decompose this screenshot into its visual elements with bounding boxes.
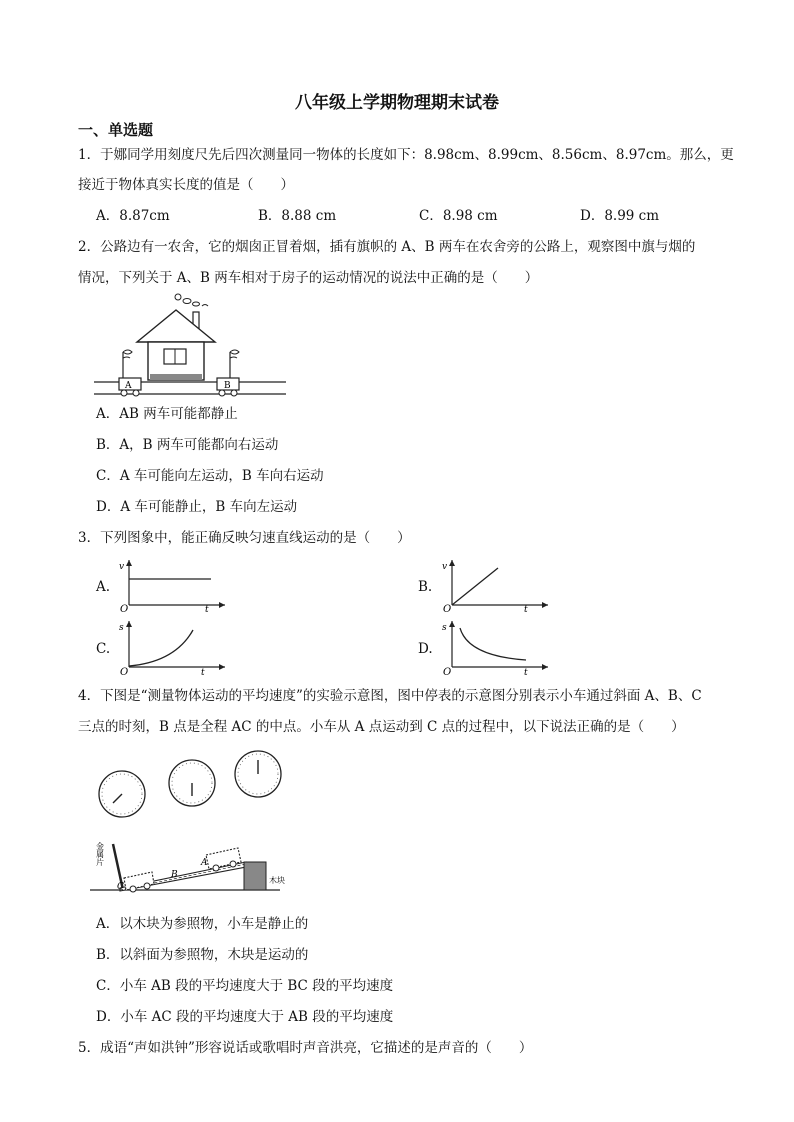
q4-option-b[interactable]: B．以斜面为参照物，木块是运动的 xyxy=(96,947,309,963)
q3-graph-d xyxy=(438,618,553,676)
q4-stem-line1: 4．下图是“测量物体运动的平均速度”的实验示意图，图中停表的示意图分别表示小车通过斜面 A、B、C xyxy=(78,688,702,704)
smoke-icon xyxy=(175,294,208,306)
graph-b-curve xyxy=(452,568,498,605)
graph-d-y-label: s xyxy=(442,623,447,633)
q3-graph-a xyxy=(115,558,230,613)
q4-option-c[interactable]: C．小车 AB 段的平均速度大于 BC 段的平均速度 xyxy=(96,978,394,994)
block-label: 木块 xyxy=(269,876,285,885)
house-roof xyxy=(137,310,215,342)
q2-option-a[interactable]: A．AB 两车可能都静止 xyxy=(96,406,238,422)
q4-incline-figure xyxy=(88,750,308,900)
graph-a-origin: O xyxy=(120,604,129,613)
graph-a-x-label: t xyxy=(205,605,209,613)
q5-stem-line1: 5．成语“声如洪钟”形容说话或歌唱时声音洪亮，它描述的是声音的（ ） xyxy=(78,1040,533,1056)
graph-c-origin: O xyxy=(120,667,129,676)
q2-option-d[interactable]: D．A 车可能静止，B 车向左运动 xyxy=(96,499,298,515)
page-title: 八年级上学期物理期末试卷 xyxy=(295,93,499,113)
q1-option-a[interactable]: A．8.87cm xyxy=(96,208,170,224)
q2-stem-line2: 情况，下列关于 A、B 两车相对于房子的运动情况的说法中正确的是（ ） xyxy=(78,270,539,286)
car-b-icon xyxy=(217,350,239,396)
point-b-label: B xyxy=(171,870,178,880)
q4-stem-line2: 三点的时刻，B 点是全程 AC 的中点。小车从 A 点运动到 C 点的过程中，以下说法正确的是（ ） xyxy=(78,719,685,735)
graph-c-y-label: s xyxy=(119,623,124,633)
q3-option-d[interactable]: D. xyxy=(418,641,433,657)
graph-d-curve xyxy=(460,628,526,660)
q1-option-c[interactable]: C．8.98 cm xyxy=(419,208,498,224)
q3-option-b[interactable]: B. xyxy=(418,579,433,595)
wooden-block xyxy=(244,862,266,890)
q2-option-c[interactable]: C．A 车可能向左运动，B 车向右运动 xyxy=(96,468,324,484)
q2-stem-line1: 2．公路边有一农舍，它的烟囱正冒着烟，插有旗帜的 A、B 两车在农舍旁的公路上，观察图中旗与烟的 xyxy=(78,239,696,255)
graph-b-origin: O xyxy=(443,604,452,613)
q1-stem-line2: 接近于物体真实长度的值是（ ） xyxy=(78,177,294,193)
section-heading: 一、单选题 xyxy=(78,121,154,139)
car-a-label: A xyxy=(125,381,132,391)
q1-option-d[interactable]: D．8.99 cm xyxy=(580,208,660,224)
stopwatch-icon xyxy=(235,751,281,797)
stopwatch-icon xyxy=(99,771,145,817)
stopwatch-icon xyxy=(169,760,215,806)
graph-c-curve xyxy=(129,630,193,666)
q2-option-b[interactable]: B．A，B 两车可能都向右运动 xyxy=(96,437,279,453)
q3-stem-line1: 3．下列图象中，能正确反映匀速直线运动的是（ ） xyxy=(78,530,411,546)
graph-c-x-label: t xyxy=(201,668,205,676)
q4-option-d[interactable]: D．小车 AC 段的平均速度大于 AB 段的平均速度 xyxy=(96,1009,394,1025)
cart-icon xyxy=(124,872,154,892)
graph-d-x-label: t xyxy=(524,668,528,676)
q3-graph-b xyxy=(438,558,553,613)
point-c-label: C xyxy=(117,882,124,892)
graph-b-x-label: t xyxy=(524,605,528,613)
q3-graph-c xyxy=(115,618,230,676)
q3-option-c[interactable]: C. xyxy=(96,641,111,657)
q1-stem-line1: 1．于娜同学用刻度尺先后四次测量同一物体的长度如下：8.98cm、8.99cm、8.56cm、8.97cm。那么，更 xyxy=(78,147,734,163)
q2-house-cars-figure xyxy=(90,290,290,400)
graph-b-y-label: v xyxy=(442,562,448,572)
graph-d-origin: O xyxy=(443,667,452,676)
car-b-label: B xyxy=(224,381,231,391)
q3-option-a[interactable]: A. xyxy=(96,579,111,595)
metal-plate-label: 金属片 xyxy=(95,842,105,866)
q1-option-b[interactable]: B．8.88 cm xyxy=(258,208,337,224)
point-a-label: A xyxy=(201,858,208,868)
q4-option-a[interactable]: A．以木块为参照物，小车是静止的 xyxy=(96,916,309,932)
car-a-icon xyxy=(119,350,141,396)
graph-a-y-label: v xyxy=(119,562,125,572)
